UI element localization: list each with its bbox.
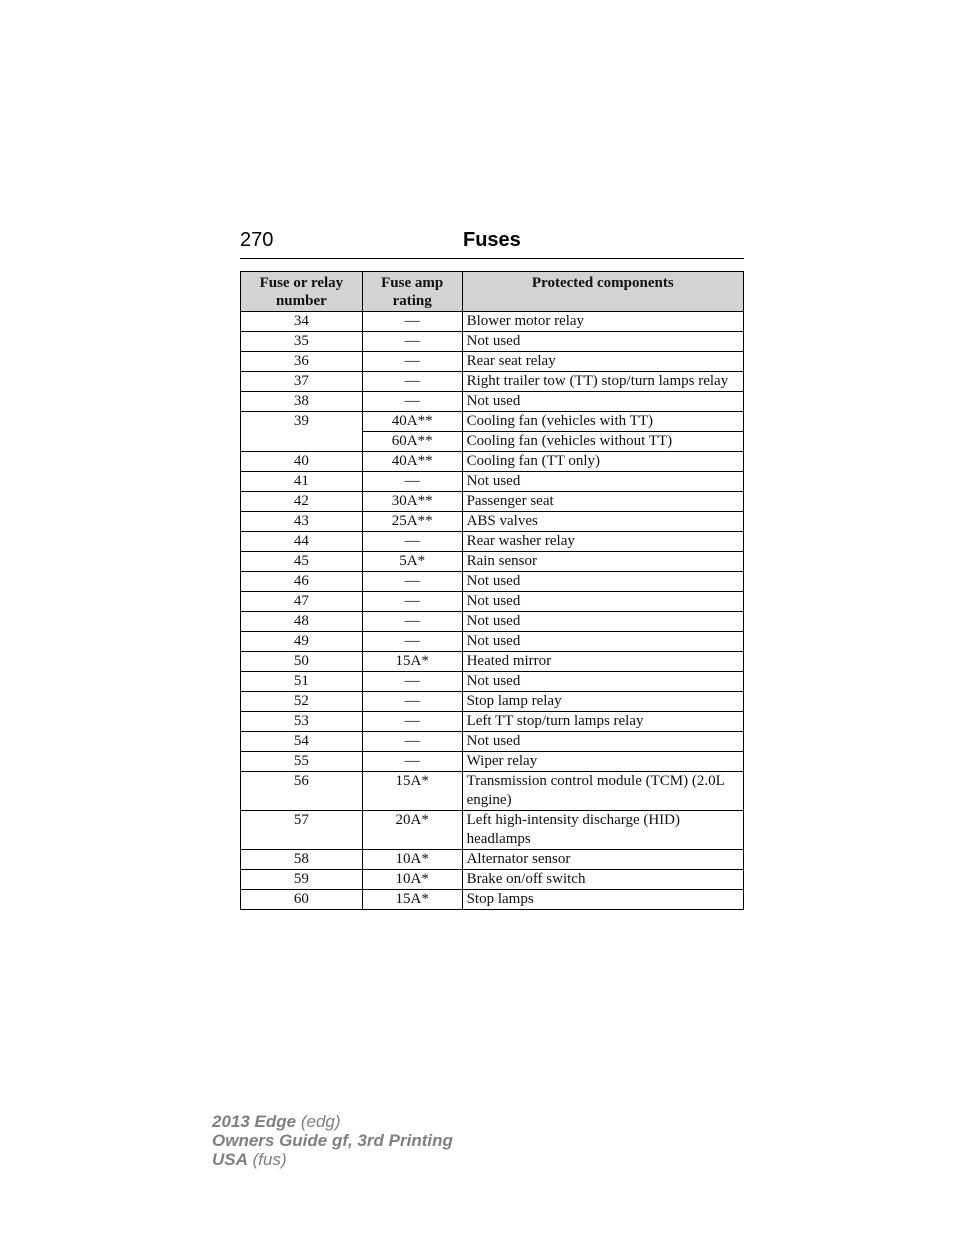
fuse-number-cell: 44 bbox=[241, 532, 363, 552]
table-row bbox=[241, 752, 744, 772]
protected-component-cell: Not used bbox=[462, 632, 743, 652]
amp-rating-cell: — bbox=[362, 672, 462, 692]
protected-component-cell: Not used bbox=[462, 572, 743, 592]
protected-component-cell: Blower motor relay bbox=[462, 312, 743, 332]
fuse-number-cell: 50 bbox=[241, 652, 363, 672]
table-row bbox=[241, 572, 744, 592]
table-row bbox=[241, 712, 744, 732]
fuse-number-cell: 37 bbox=[241, 372, 363, 392]
protected-component-cell: Rear washer relay bbox=[462, 532, 743, 552]
header-rule bbox=[240, 258, 744, 259]
amp-rating-cell: 25A** bbox=[362, 512, 462, 532]
protected-component-cell: Not used bbox=[462, 332, 743, 352]
amp-rating-cell: 15A* bbox=[362, 772, 462, 811]
page-title: Fuses bbox=[463, 229, 521, 251]
protected-component-cell: Left high-intensity discharge (HID) headlamps bbox=[462, 811, 743, 850]
table-row bbox=[241, 652, 744, 672]
table-row bbox=[241, 552, 744, 572]
table-header-row bbox=[241, 272, 744, 312]
footer bbox=[212, 1112, 453, 1169]
footer-market: USA bbox=[212, 1150, 248, 1169]
table-row bbox=[241, 772, 744, 811]
table-row bbox=[241, 512, 744, 532]
table-row bbox=[241, 332, 744, 352]
table-row bbox=[241, 692, 744, 712]
protected-component-cell: Not used bbox=[462, 732, 743, 752]
table-row bbox=[241, 372, 744, 392]
footer-model-code: (edg) bbox=[296, 1112, 341, 1131]
amp-rating-cell: 10A* bbox=[362, 850, 462, 870]
protected-component-cell: Right trailer tow (TT) stop/turn lamps relay bbox=[462, 372, 743, 392]
protected-component-cell: Brake on/off switch bbox=[462, 870, 743, 890]
fuse-number-cell: 55 bbox=[241, 752, 363, 772]
amp-rating-cell: 15A* bbox=[362, 652, 462, 672]
fuse-number-cell: 59 bbox=[241, 870, 363, 890]
protected-component-cell: Stop lamps bbox=[462, 890, 743, 910]
fuse-number-cell: 48 bbox=[241, 612, 363, 632]
fuse-number-cell: 53 bbox=[241, 712, 363, 732]
protected-component-cell: Stop lamp relay bbox=[462, 692, 743, 712]
amp-rating-cell: 60A** bbox=[362, 432, 462, 452]
fuse-number-cell: 54 bbox=[241, 732, 363, 752]
fuse-number-cell: 34 bbox=[241, 312, 363, 332]
protected-component-cell: Heated mirror bbox=[462, 652, 743, 672]
amp-rating-cell: — bbox=[362, 392, 462, 412]
fuse-table bbox=[240, 271, 744, 910]
table-row bbox=[241, 632, 744, 652]
table-row bbox=[241, 850, 744, 870]
protected-component-cell: Not used bbox=[462, 592, 743, 612]
table-row bbox=[241, 412, 744, 432]
fuse-number-cell: 40 bbox=[241, 452, 363, 472]
amp-rating-cell: — bbox=[362, 612, 462, 632]
amp-rating-cell: 40A** bbox=[362, 452, 462, 472]
table-row bbox=[241, 472, 744, 492]
header-protected-components: Protected components bbox=[462, 272, 743, 312]
fuse-number-cell: 42 bbox=[241, 492, 363, 512]
header-amp-rating-line2: rating bbox=[392, 293, 432, 309]
fuse-number-cell: 35 bbox=[241, 332, 363, 352]
header-fuse-number-line1: Fuse or relay bbox=[259, 275, 344, 291]
protected-component-cell: Cooling fan (vehicles without TT) bbox=[462, 432, 743, 452]
fuse-number-cell: 43 bbox=[241, 512, 363, 532]
footer-line-1 bbox=[212, 1112, 453, 1131]
table-row bbox=[241, 452, 744, 472]
table-row bbox=[241, 492, 744, 512]
fuse-number-cell: 47 bbox=[241, 592, 363, 612]
amp-rating-cell: — bbox=[362, 472, 462, 492]
amp-rating-cell: 20A* bbox=[362, 811, 462, 850]
protected-component-cell: Cooling fan (vehicles with TT) bbox=[462, 412, 743, 432]
fuse-number-cell: 36 bbox=[241, 352, 363, 372]
footer-guide: Owners Guide gf, 3rd Printing bbox=[212, 1131, 453, 1150]
protected-component-cell: Rear seat relay bbox=[462, 352, 743, 372]
table-row bbox=[241, 532, 744, 552]
amp-rating-cell: — bbox=[362, 692, 462, 712]
amp-rating-cell: — bbox=[362, 572, 462, 592]
fuse-number-cell: 52 bbox=[241, 692, 363, 712]
table-row bbox=[241, 352, 744, 372]
amp-rating-cell: — bbox=[362, 712, 462, 732]
fuse-number-cell: 58 bbox=[241, 850, 363, 870]
protected-component-cell: ABS valves bbox=[462, 512, 743, 532]
fuse-number-cell: 49 bbox=[241, 632, 363, 652]
header-fuse-number-line2: number bbox=[275, 293, 327, 309]
amp-rating-cell: — bbox=[362, 732, 462, 752]
table-row bbox=[241, 672, 744, 692]
amp-rating-cell: — bbox=[362, 752, 462, 772]
table-row bbox=[241, 312, 744, 332]
protected-component-cell: Not used bbox=[462, 612, 743, 632]
protected-component-cell: Passenger seat bbox=[462, 492, 743, 512]
protected-component-cell: Not used bbox=[462, 472, 743, 492]
table-row bbox=[241, 732, 744, 752]
fuse-number-cell: 45 bbox=[241, 552, 363, 572]
header-fuse-number bbox=[241, 272, 363, 312]
table-row bbox=[241, 392, 744, 412]
protected-component-cell: Wiper relay bbox=[462, 752, 743, 772]
fuse-number-cell: 38 bbox=[241, 392, 363, 412]
footer-line-3 bbox=[212, 1150, 453, 1169]
amp-rating-cell: — bbox=[362, 312, 462, 332]
amp-rating-cell: — bbox=[362, 632, 462, 652]
protected-component-cell: Transmission control module (TCM) (2.0L engine) bbox=[462, 772, 743, 811]
amp-rating-cell: 5A* bbox=[362, 552, 462, 572]
footer-model: 2013 Edge bbox=[212, 1112, 297, 1131]
fuse-number-cell: 57 bbox=[241, 811, 363, 850]
table-row bbox=[241, 811, 744, 850]
protected-component-cell: Not used bbox=[462, 392, 743, 412]
amp-rating-cell: 40A** bbox=[362, 412, 462, 432]
fuse-number-cell: 51 bbox=[241, 672, 363, 692]
amp-rating-cell: 15A* bbox=[362, 890, 462, 910]
fuse-number-cell: 56 bbox=[241, 772, 363, 811]
protected-component-cell: Rain sensor bbox=[462, 552, 743, 572]
fuse-number-cell: 46 bbox=[241, 572, 363, 592]
amp-rating-cell: — bbox=[362, 352, 462, 372]
amp-rating-cell: — bbox=[362, 592, 462, 612]
footer-market-code: (fus) bbox=[247, 1150, 287, 1169]
amp-rating-cell: 10A* bbox=[362, 870, 462, 890]
protected-component-cell: Left TT stop/turn lamps relay bbox=[462, 712, 743, 732]
protected-component-cell: Cooling fan (TT only) bbox=[462, 452, 743, 472]
table-row bbox=[241, 890, 744, 910]
amp-rating-cell: 30A** bbox=[362, 492, 462, 512]
protected-component-cell: Not used bbox=[462, 672, 743, 692]
page-number: 270 bbox=[240, 229, 274, 251]
fuse-number-cell: 60 bbox=[241, 890, 363, 910]
fuse-number-cell: 39 bbox=[241, 412, 363, 452]
header-amp-rating bbox=[362, 272, 462, 312]
fuse-number-cell: 41 bbox=[241, 472, 363, 492]
amp-rating-cell: — bbox=[362, 332, 462, 352]
table-row bbox=[241, 612, 744, 632]
amp-rating-cell: — bbox=[362, 532, 462, 552]
header-amp-rating-line1: Fuse amp bbox=[381, 275, 444, 291]
amp-rating-cell: — bbox=[362, 372, 462, 392]
table-row bbox=[241, 592, 744, 612]
table-row bbox=[241, 870, 744, 890]
protected-component-cell: Alternator sensor bbox=[462, 850, 743, 870]
